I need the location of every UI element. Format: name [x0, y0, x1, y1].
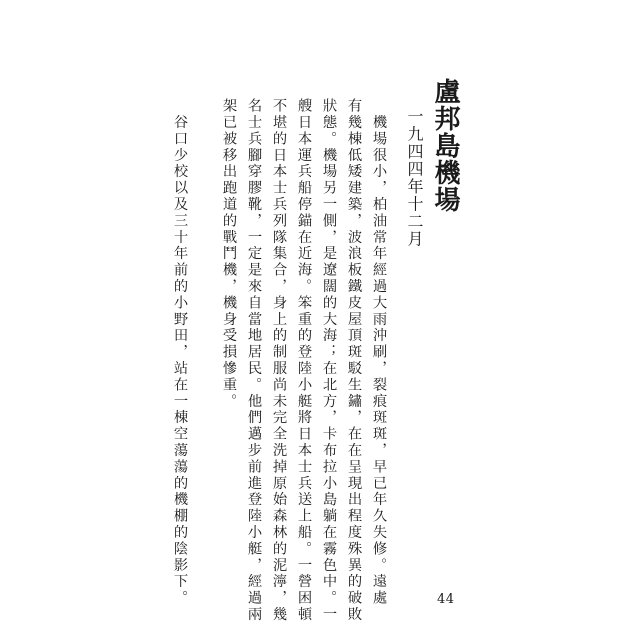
text-column: 有幾棟低矮建築，波浪板鐵皮屋頂斑駁生鏽，在在呈現出程度殊異的破敗	[346, 98, 362, 623]
text-column: 谷口少校以及三十年前的小野田，站在一棟空蕩蕩的機棚的陰影下。	[172, 98, 188, 607]
text-column: 名士兵腳穿膠靴，一定是來自當地居民。他們邁步前進登陸小艇，經過兩	[246, 98, 262, 623]
page-number: 44	[437, 592, 455, 607]
chapter-date: 一九四四年十二月	[405, 108, 424, 248]
text-column: 不堪的日本士兵列隊集合，身上的制服尚未完全洗掉原始森林的泥濘，幾	[271, 98, 287, 623]
text-column: 機場很小，柏油常年經過大雨沖刷，裂痕斑斑，早已年久失修。遠處	[371, 98, 387, 607]
chapter-title: 盧邦島機場	[430, 78, 460, 213]
text-column: 艘日本運兵船停錨在近海。笨重的登陸小艇將日本士兵送上船。一營困頓	[296, 98, 312, 623]
text-column: 狀態。機場另一側，是遼闊的大海；在北方，卡布拉小島躺在霧色中。一	[321, 98, 337, 623]
text-column: 架已被移出跑道的戰鬥機，機身受損慘重。	[221, 98, 237, 410]
